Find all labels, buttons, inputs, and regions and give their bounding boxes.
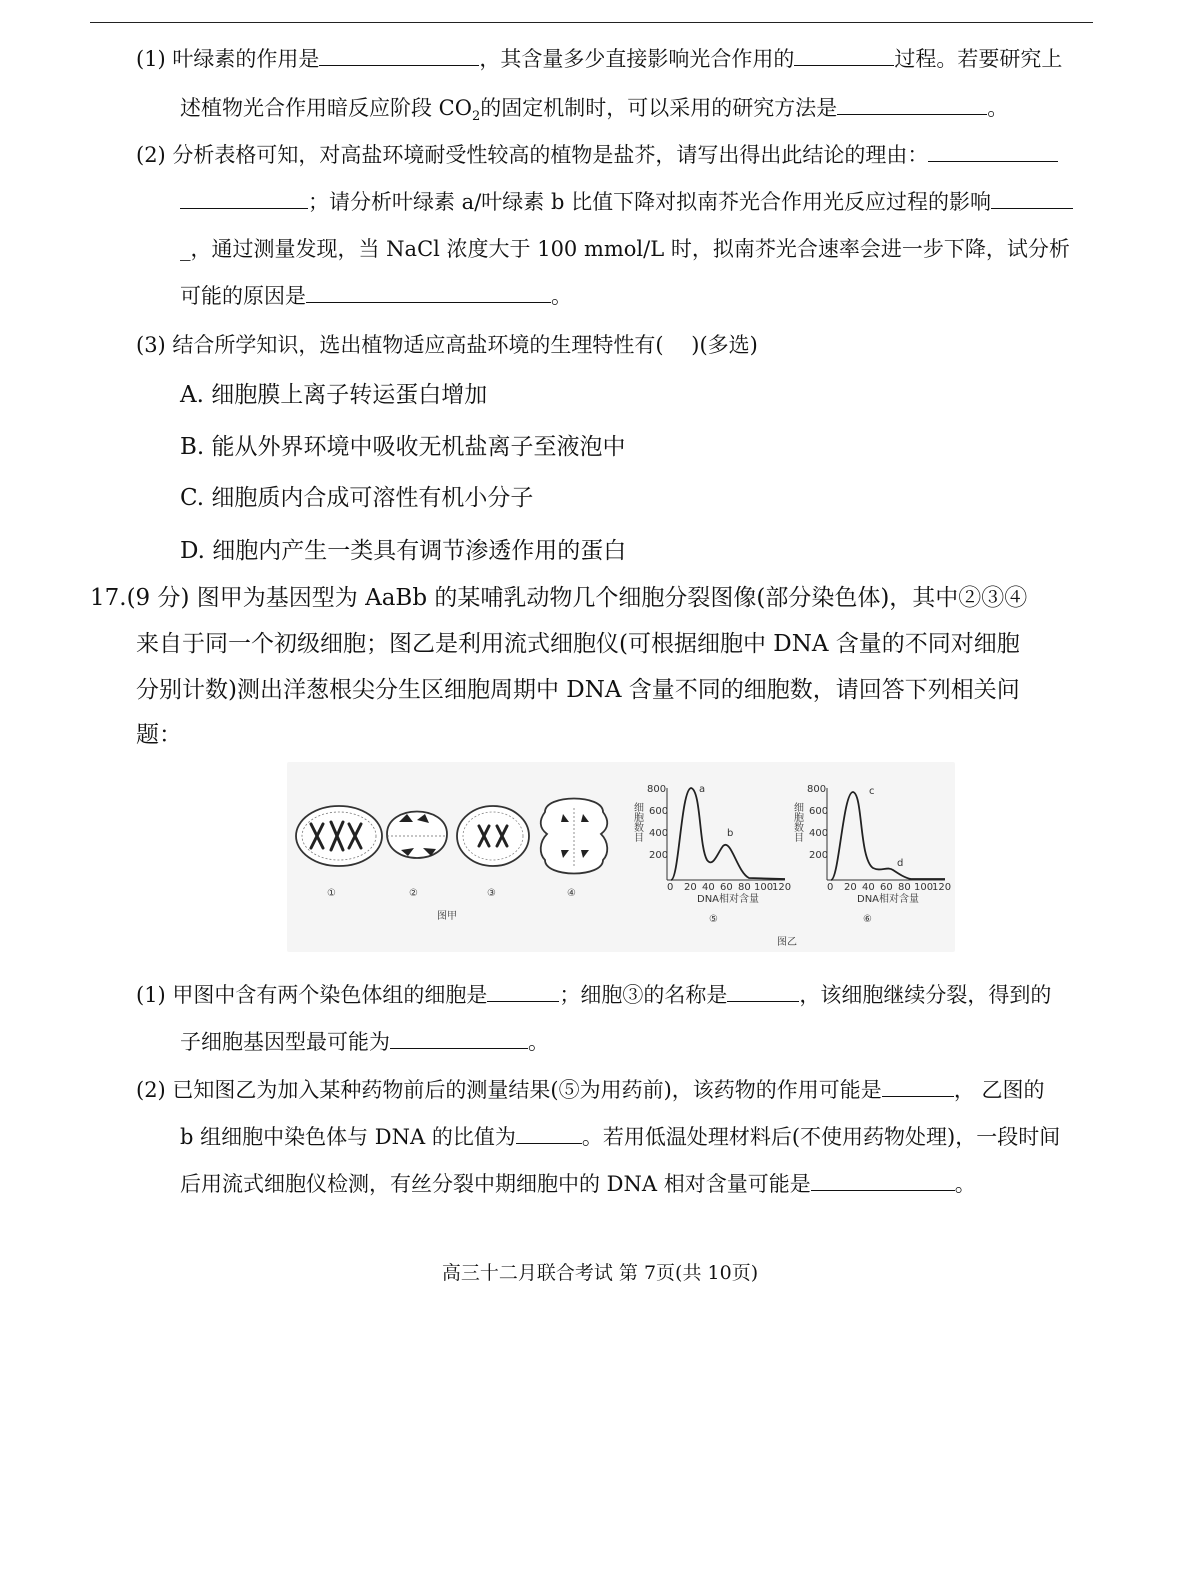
- xtick: 40: [862, 882, 875, 893]
- q17-sub1-line1: [136, 980, 1051, 1010]
- x-axis-label: DNA相对含量: [697, 894, 760, 905]
- top-rule: [90, 22, 1093, 23]
- xtick: 60: [720, 882, 733, 893]
- xtick: 60: [880, 882, 893, 893]
- answer-blank[interactable]: [882, 1076, 954, 1097]
- ytick: 800: [647, 784, 667, 795]
- figure-cell-division: [287, 762, 955, 952]
- text: 。: [987, 96, 1009, 120]
- ytick: 400: [809, 828, 829, 839]
- y-axis-label: 细胞数目: [791, 802, 803, 842]
- page-footer: 高三十二月联合考试 第 7页(共 10页): [441, 1262, 759, 1284]
- ytick: 800: [807, 784, 827, 795]
- option-d[interactable]: [180, 536, 626, 566]
- xtick: 20: [684, 882, 697, 893]
- answer-blank[interactable]: [794, 45, 894, 66]
- q17-sub2-line2: [180, 1122, 1060, 1152]
- option-a[interactable]: [180, 380, 487, 410]
- figure-yi-caption: 图乙: [777, 937, 797, 948]
- option-text: D. 细胞内产生一类具有调节渗透作用的蛋白: [180, 538, 627, 564]
- peak-label-c: c: [869, 786, 875, 797]
- plot-label-5: ⑤: [709, 914, 718, 925]
- text: 述植物光合作用暗反应阶段 CO: [180, 96, 472, 120]
- cell-4: [541, 799, 608, 874]
- text: 可能的原因是: [180, 284, 306, 308]
- answer-blank[interactable]: [928, 141, 1058, 162]
- cell-1: [296, 806, 382, 866]
- cell-3: [457, 806, 529, 866]
- histogram-plot-5: [632, 784, 792, 925]
- option-b[interactable]: [180, 432, 626, 462]
- peak-label-d: d: [897, 858, 904, 869]
- text: 的固定机制时，可以采用的研究方法是: [480, 96, 838, 120]
- q17-sub1-line2: [180, 1027, 549, 1057]
- text: 。: [551, 284, 572, 308]
- text: b 组细胞中染色体与 DNA 的比值为: [180, 1125, 516, 1149]
- text: 分别计数)测出洋葱根尖分生区细胞周期中 DNA 含量不同的细胞数，请回答下列相关问: [136, 677, 1020, 703]
- text: 过程。若要研究上: [894, 47, 1063, 71]
- q16-part2-line2: [180, 187, 1073, 217]
- xtick: 20: [844, 882, 857, 893]
- xtick: 40: [702, 882, 715, 893]
- ytick: 600: [649, 806, 669, 817]
- text: (2) 已知图乙为加入某种药物前后的测量结果(⑤为用药前)，该药物的作用可能是: [136, 1078, 882, 1102]
- option-c[interactable]: [180, 483, 533, 513]
- text: (1) 叶绿素的作用是: [136, 47, 320, 71]
- cell-label-1: ①: [327, 888, 336, 899]
- figure-jia-caption: 图甲: [437, 911, 457, 922]
- option-text: B. 能从外界环境中吸收无机盐离子至液泡中: [180, 434, 626, 460]
- text: 。若用低温处理材料后(不使用药物处理)，一段时间: [581, 1125, 1061, 1149]
- xtick: 100: [754, 882, 774, 893]
- text: 题：: [136, 722, 182, 748]
- ytick: 400: [649, 828, 669, 839]
- text: 。: [528, 1030, 549, 1054]
- text: _，通过测量发现，当 NaCl 浓度大于 100 mmol/L 时，拟南芥光合速率会进一步下降，试分析: [180, 237, 1070, 261]
- option-text: A. 细胞膜上离子转运蛋白增加: [180, 382, 488, 408]
- xtick: 80: [738, 882, 751, 893]
- answer-blank[interactable]: [390, 1028, 528, 1049]
- text: (1) 甲图中含有两个染色体组的细胞是: [136, 983, 488, 1007]
- q16-part2-line3: [180, 234, 1070, 264]
- q17-stem-line4: [136, 720, 182, 750]
- histogram-plot-6: [792, 784, 952, 925]
- text: ；请分析叶绿素 a/叶绿素 b 比值下降对拟南芥光合作用光反应过程的影响: [308, 190, 992, 214]
- text: 子细胞基因型最可能为: [180, 1030, 390, 1054]
- ytick: 200: [809, 850, 829, 861]
- cell-label-3: ③: [487, 888, 496, 899]
- cell-2: [387, 812, 447, 859]
- cell-label-2: ②: [409, 888, 418, 899]
- q16-part1-line2: [180, 93, 1008, 132]
- answer-blank[interactable]: [516, 1123, 582, 1144]
- answer-blank[interactable]: [991, 188, 1073, 209]
- answer-blank[interactable]: [180, 188, 308, 209]
- text: ，其含量多少直接影响光合作用的: [479, 47, 795, 71]
- peak-label-b: b: [727, 828, 734, 839]
- answer-blank[interactable]: [306, 282, 551, 303]
- q17-stem-line1: [90, 583, 1027, 613]
- figure-svg: [287, 762, 955, 952]
- text: (2) 分析表格可知，对高盐环境耐受性较高的植物是盐芥，请写出得出此结论的理由：: [136, 143, 929, 167]
- q17-stem-line2: [136, 629, 1020, 659]
- q16-part2-line1: [136, 140, 1058, 170]
- xtick: 80: [898, 882, 911, 893]
- answer-blank[interactable]: [811, 1170, 955, 1191]
- ytick: 600: [809, 806, 829, 817]
- q16-part2-line4: [180, 281, 572, 311]
- x-axis-label: DNA相对含量: [857, 894, 920, 905]
- xtick: 100: [914, 882, 934, 893]
- xtick: 120: [772, 882, 792, 893]
- answer-blank[interactable]: [319, 45, 479, 66]
- plot-label-6: ⑥: [863, 914, 872, 925]
- text: (3) 结合所学知识，选出植物适应高盐环境的生理特性有( )(多选): [136, 333, 758, 357]
- q17-sub2-line1: [136, 1075, 1045, 1105]
- cell-label-4: ④: [567, 888, 576, 899]
- q16-part3-line1: [136, 330, 758, 360]
- xtick: 120: [932, 882, 952, 893]
- xtick: 0: [827, 882, 834, 893]
- answer-blank[interactable]: [837, 94, 987, 115]
- text: 。: [954, 1172, 976, 1196]
- text: ；细胞③的名称是: [559, 983, 728, 1007]
- q17-sub2-line3: [180, 1169, 976, 1199]
- answer-blank[interactable]: [487, 981, 559, 1002]
- text: 来自于同一个初级细胞；图乙是利用流式细胞仪(可根据细胞中 DNA 含量的不同对细胞: [136, 631, 1020, 657]
- q16-part1-line1: [136, 44, 1062, 74]
- ytick: 200: [649, 850, 669, 861]
- text: 后用流式细胞仪检测，有丝分裂中期细胞中的 DNA 相对含量可能是: [180, 1172, 811, 1196]
- text: ，该细胞继续分裂，得到的: [799, 983, 1052, 1007]
- peak-label-a: a: [699, 784, 706, 795]
- text: 17.(9 分) 图甲为基因型为 AaBb 的某哺乳动物几个细胞分裂图像(部分染色体)，其中②③④: [90, 585, 1028, 611]
- text: ， 乙图的: [953, 1078, 1045, 1102]
- q17-stem-line3: [136, 675, 1020, 705]
- answer-blank[interactable]: [727, 981, 799, 1002]
- xtick: 0: [667, 882, 674, 893]
- option-text: C. 细胞质内合成可溶性有机小分子: [180, 485, 534, 511]
- subscript: 2: [471, 109, 481, 125]
- y-axis-label: 细胞数目: [631, 802, 643, 842]
